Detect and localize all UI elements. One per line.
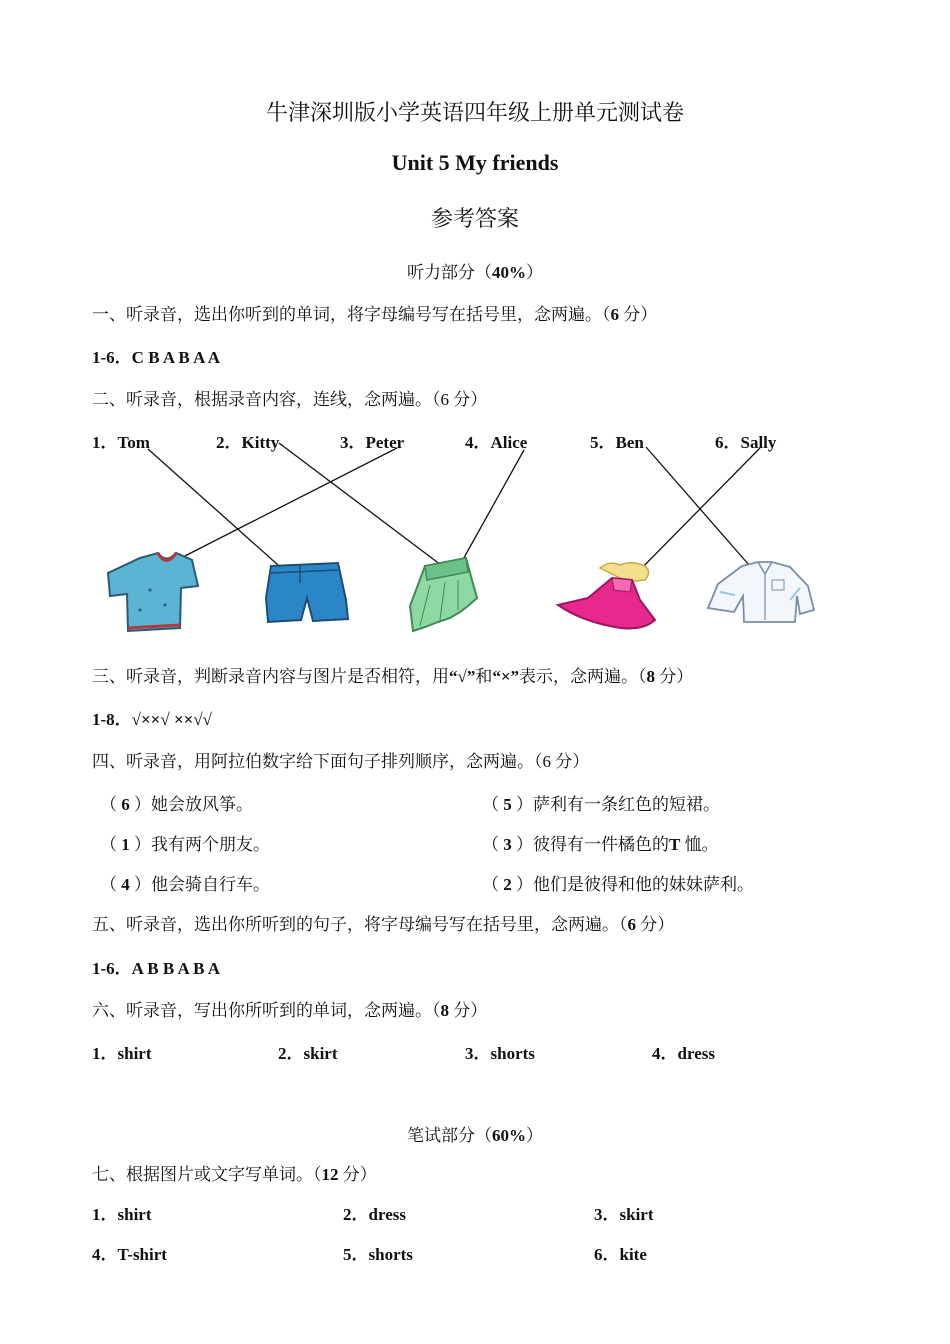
order-item-5: （ 4 ）他会骑自行车。 (100, 875, 270, 894)
question-3: 三、听录音，判断录音内容与图片是否相符，用“√”和“×”表示，念两遍。（8 分） (92, 667, 694, 686)
order-item-6: （ 2 ）他们是彼得和他的妹妹萨利。 (482, 875, 754, 894)
writing-heading: 笔试部分（60%） (407, 1126, 543, 1145)
answer-6-1: 1．shirt (92, 1044, 152, 1063)
name-peter: 3．Peter (340, 433, 405, 452)
skirt-icon (410, 558, 477, 631)
answer-7-3: 3．skirt (594, 1205, 654, 1224)
document-title: 牛津深圳版小学英语四年级上册单元测试卷 (265, 100, 684, 125)
line-ben-shirt (646, 447, 756, 573)
question-5: 五、听录音，选出你所听到的句子，将字母编号写在括号里，念两遍。（6 分） (92, 915, 675, 934)
name-alice: 4．Alice (465, 433, 528, 452)
question-4: 四、听录音，用阿拉伯数字给下面句子排列顺序，念两遍。（6 分） (92, 752, 590, 771)
shirt-icon (708, 562, 814, 622)
line-tom-shorts (148, 449, 287, 573)
listening-heading: 听力部分（40%） (407, 263, 543, 282)
answer-3: 1-8．√××√ ××√√ (92, 710, 212, 729)
answer-7-2: 2．dress (343, 1205, 406, 1224)
name-tom: 1．Tom (92, 433, 150, 452)
order-item-2: （ 5 ）萨利有一条红色的短裙。 (482, 795, 720, 814)
tshirt-icon (108, 553, 198, 631)
answer-key-subtitle: 参考答案 (430, 206, 519, 231)
answer-7-6: 6．kite (594, 1245, 647, 1264)
order-item-1: （ 6 ）她会放风筝。 (100, 795, 253, 814)
answer-1: 1-6．C B A B A A (92, 348, 221, 367)
answer-7-1: 1．shirt (92, 1205, 152, 1224)
unit-title: Unit 5 My friends (391, 150, 559, 175)
question-2: 二、听录音，根据录音内容，连线，念两遍。（6 分） (92, 390, 488, 409)
answer-5: 1-6．A B B A B A (92, 959, 221, 978)
shorts-icon (266, 563, 348, 622)
order-item-4: （ 3 ）彼得有一件橘色的T 恤。 (482, 835, 719, 854)
question-6: 六、听录音，写出你所听到的单词，念两遍。（8 分） (92, 1001, 488, 1020)
answer-6-4: 4．dress (652, 1044, 715, 1063)
answer-7-5: 5．shorts (343, 1245, 413, 1264)
name-ben: 5．Ben (590, 433, 644, 452)
answer-6-3: 3．shorts (465, 1044, 535, 1063)
line-kitty-skirt (279, 443, 445, 568)
dress-icon (558, 563, 655, 629)
name-sally: 6．Sally (715, 433, 777, 452)
question-7: 七、根据图片或文字写单词。（12 分） (92, 1165, 377, 1184)
answer-6-2: 2．skirt (278, 1044, 338, 1063)
answer-7-4: 4．T-shirt (92, 1245, 167, 1264)
line-sally-dress (630, 448, 760, 580)
order-item-3: （ 1 ）我有两个朋友。 (100, 835, 270, 854)
question-1: 一、听录音，选出你听到的单词，将字母编号写在括号里，念两遍。（6 分） (92, 305, 658, 324)
name-kitty: 2．Kitty (216, 433, 280, 452)
